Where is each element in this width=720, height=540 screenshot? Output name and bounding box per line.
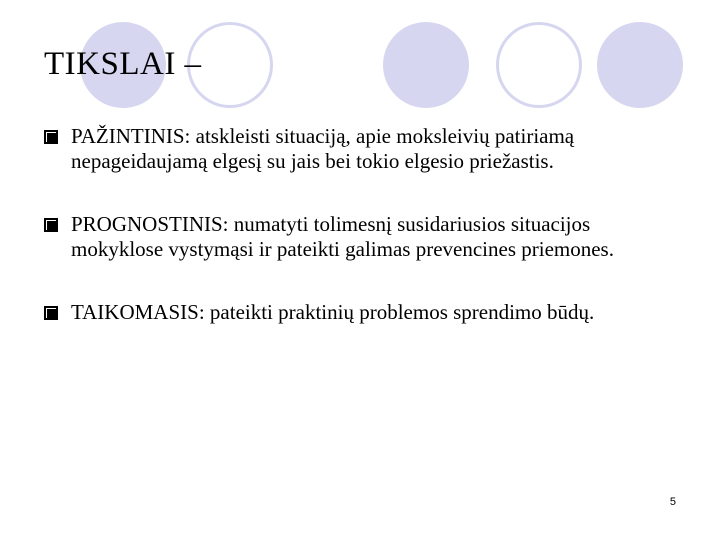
decorative-circle-filled-2 <box>383 22 469 108</box>
decorative-circle-ring-2 <box>496 22 582 108</box>
bullet-item-2 <box>44 212 684 262</box>
bullet-item-3 <box>44 300 684 325</box>
bullet-list <box>44 124 684 363</box>
bullet-item-1 <box>44 124 684 174</box>
bullet-text: PAŽINTINIS: atskleisti situaciją, apie moksleivių patiriamą nepageidaujamą elgesį su jais bei tokio elgesio priežastis. <box>71 124 575 173</box>
bullet-text: PROGNOSTINIS: numatyti tolimesnį susidariusios situacijos mokyklose vystymąsi ir pateikti galimas prevencines priemones. <box>71 212 614 261</box>
page-number: 5 <box>669 496 676 508</box>
decorative-circle-filled-3 <box>597 22 683 108</box>
slide-title: TIKSLAI – <box>44 46 202 82</box>
checkbox-square-bullet-icon <box>44 216 58 234</box>
bullet-text: TAIKOMASIS: pateikti praktinių problemos sprendimo būdų. <box>71 300 595 324</box>
checkbox-square-bullet-icon <box>44 128 58 146</box>
checkbox-square-bullet-icon <box>44 304 58 322</box>
